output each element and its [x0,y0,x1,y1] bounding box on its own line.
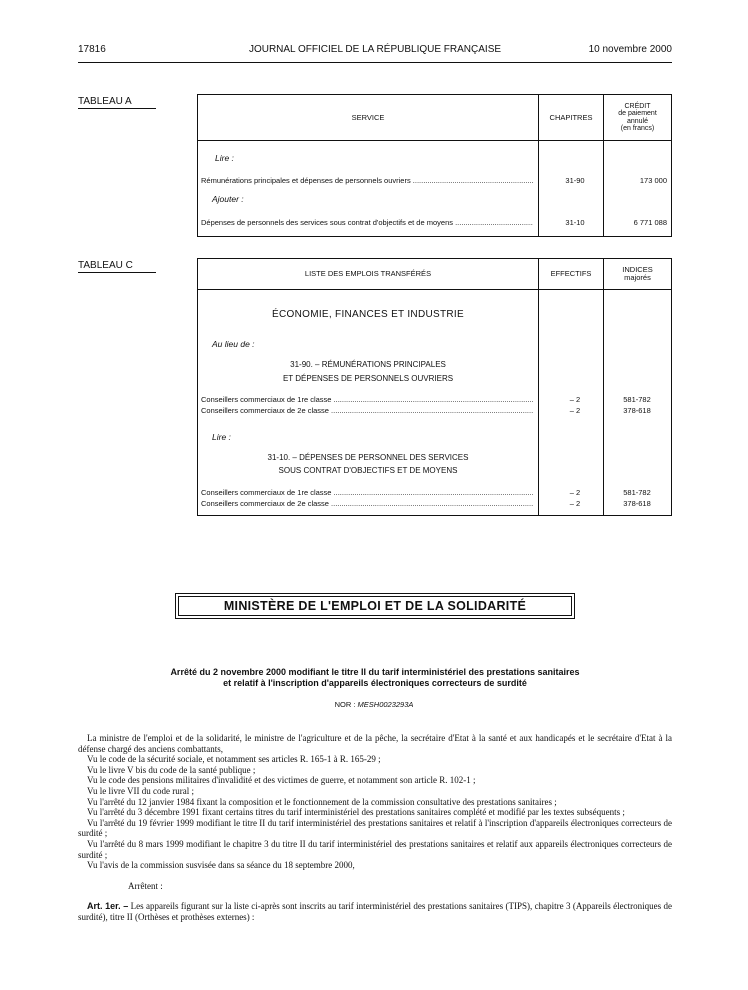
arrete-body [78,733,672,923]
tableau-a [197,94,672,237]
article-label: Art. 1er. – [87,901,129,912]
nor-label: NOR : [334,700,356,709]
table-header [198,95,671,141]
column-divider [538,259,539,515]
tableau-c [197,258,672,516]
header-indices: INDICES majorés [622,265,653,282]
table-header [198,259,671,290]
table-row: Conseillers commerciaux de 1re classe ..... – 2 581-782 [201,488,671,499]
chapter-title: 31-90. – RÉMUNÉRATIONS PRINCIPALES [290,360,446,369]
paragraph: Vu l'avis de la commission susvisée dans sa séance du 18 septembre 2000, [87,860,355,871]
paragraph: Vu l'arrêté du 12 janvier 1984 fixant la composition et le fonctionnement de la commission consultative des prestations sanitaires ; [87,796,557,807]
paragraph: Vu l'arrêté du 19 février 1999 modifiant le titre II du tarif interministériel des prestations sanitaires et relatif à l'inscription d'appareils électroniques correcteurs de surdité ; [78,817,672,839]
header-service: SERVICE [351,112,385,122]
block-heading: Au lieu de : [212,339,255,349]
chapter-title: 31-10. – DÉPENSES DE PERSONNEL DES SERVICES [267,453,469,462]
section-heading: Ajouter : [212,194,244,204]
nor-value: MESH0023293A [357,700,414,709]
ministry-banner-text: MINISTÈRE DE L'EMPLOI ET DE LA SOLIDARITÉ [178,596,572,616]
header-chapitres: CHAPITRES [549,112,593,122]
block-heading: Lire : [212,432,231,442]
table-row: Dépenses de personnels des services sous contrat d'objectifs et de moyens ..... 31-10 6 771 088 [201,218,671,229]
header-effectifs: EFFECTIFS [550,269,592,279]
header-rule [78,62,672,63]
header-liste: LISTE DES EMPLOIS TRANSFÉRÉS [304,269,432,279]
article-1 [78,901,672,922]
paragraph: La ministre de l'emploi et de la solidarité, le ministre de l'agriculture et de la pêche, la secrétaire d'Etat à la santé et aux handicapés et le secrétaire d'Etat à la défense chargé des anciens combattants, [78,733,672,754]
tableau-a-label: TABLEAU A [78,96,156,109]
paragraph: Vu le livre V bis du code de la santé publique ; [87,764,256,775]
table-row: Conseillers commerciaux de 2e classe ..... – 2 378-618 [201,406,671,417]
publication-date: 10 novembre 2000 [588,44,672,55]
paragraph: Vu l'arrêté du 3 décembre 1991 fixant certains titres du tarif interministériel des prestations sanitaires complété et modifié par les textes subséquents ; [87,807,625,818]
journal-title: JOURNAL OFFICIEL DE LA RÉPUBLIQUE FRANÇAISE [248,44,502,55]
arrete-title [110,667,640,689]
table-row: Rémunérations principales et dépenses de personnels ouvriers ..... 31-90 173 000 [201,176,671,187]
chapter-title: ET DÉPENSES DE PERSONNELS OUVRIERS [282,374,454,383]
nor-reference [0,700,748,709]
arretent: Arrêtent : [128,880,163,891]
ministry-banner [175,593,575,619]
paragraph: Vu le code de la sécurité sociale, et notamment ses articles R. 165-1 à R. 165-29 ; [87,754,381,765]
paragraph: Vu l'arrêté du 8 mars 1999 modifiant le chapitre 3 du titre II du tarif interministériel des prestations sanitaires et relatif aux appareils électroniques correcteurs de surdité ; [78,838,672,860]
paragraph: Vu le livre VII du code rural ; [87,785,195,796]
tableau-c-label: TABLEAU C [78,260,156,273]
page-number: 17816 [78,44,106,55]
arrete-title-line: et relatif à l'inscription d'appareils électroniques correcteurs de surdité [223,678,527,688]
ministry-heading: ÉCONOMIE, FINANCES ET INDUSTRIE [272,309,464,320]
table-row: Conseillers commerciaux de 1re classe ..... – 2 581-782 [201,395,671,406]
chapter-title: SOUS CONTRAT D'OBJECTIFS ET DE MOYENS [278,466,458,475]
section-heading: Lire : [215,153,234,163]
arrete-title-line: Arrêté du 2 novembre 2000 modifiant le titre II du tarif interministériel des prestations sanitaires [170,667,580,677]
column-divider [603,259,604,515]
header-credit: CRÉDIT de paiement annulé (en francs) [618,102,657,132]
paragraph: Vu le code des pensions militaires d'invalidité et des victimes de guerre, et notamment son article R. 102-1 ; [87,775,476,786]
table-row: Conseillers commerciaux de 2e classe ..... – 2 378-618 [201,499,671,510]
article-text: Les appareils figurant sur la liste ci-après sont inscrits au tarif interministériel des prestations sanitaires (TIPS), chapitre 3 (Appareils électroniques de surdité), titre II (Orthèses et prothèses externes) : [78,901,673,922]
